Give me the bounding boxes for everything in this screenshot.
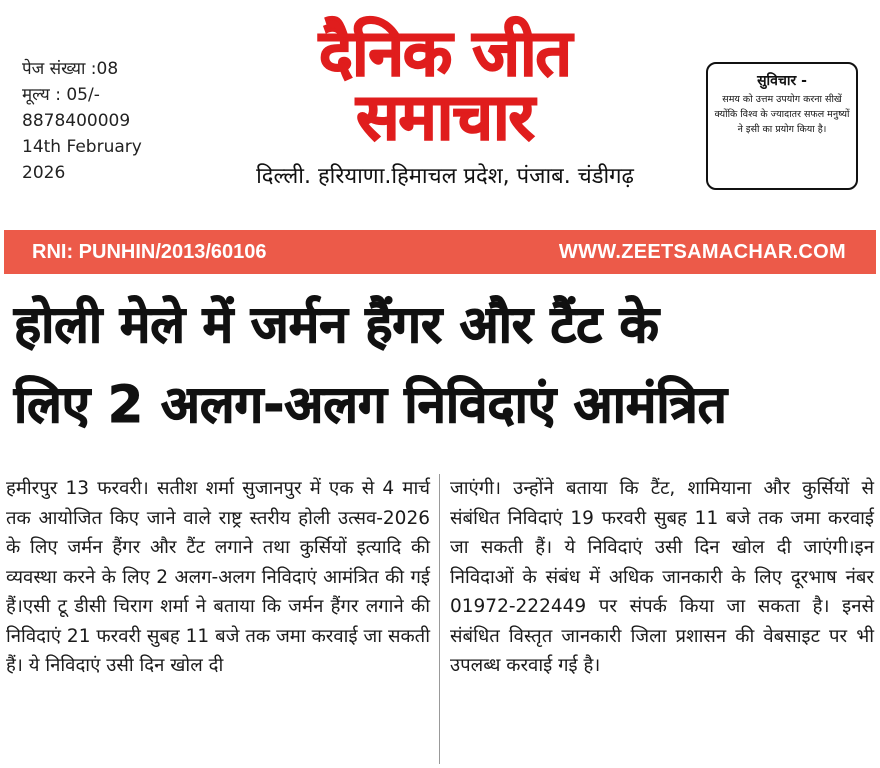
article-column-2: जाएंगी। उन्होंने बताया कि टैंट, शामियाना और कुर्सियों से संबंधित निविदाएं 19 फरवरी सुबह 11 बजे तक जमा करवाई जा सकती हैं। ये निविदाएं उसी दिन खोल दी जाएंगी।इन निविदाओं के संबंध में अधिक जानकारी के लिए दूरभाष नंबर 01972-222449 पर संपर्क किया जा सकता है। इनसे संबंधित विस्तृत जानकारी जिला प्रशासन की वेबसाइट पर भी उपलब्ध करवाई गई है। [450,478,874,676]
title-line-2: समाचार [356,81,534,155]
title-line-1: दैनिक जीत [318,17,572,91]
headline-line-2: लिए 2 अलग-अलग निविदाएं आमंत्रित [14,376,727,435]
info-band [4,230,876,274]
thought-body: समय को उत्तम उपयोग करना सीखें क्योंकि विश्व के ज्यादातर सफल मनुष्यों ने इसी का प्रयोग किया है। [714,94,850,135]
headline-line-1: होली मेले में जर्मन हैंगर और टैंट के [14,296,659,355]
phone-number: 8878400009 [22,111,131,131]
price: मूल्य : 05/- [22,85,100,105]
masthead [200,17,690,190]
article-body [6,474,872,764]
website-url: WWW.ZEETSAMACHAR.COM [558,241,846,263]
rni-number: RNI: PUNHIN/2013/60106 [32,241,267,263]
thought-title: सुविचार - [757,73,807,89]
issue-year: 2026 [22,163,66,183]
coverage-regions: दिल्ली. हरियाणा.हिमाचल प्रदेश, पंजाब. चंडीगढ़ [256,164,634,189]
article-column-1: हमीरपुर 13 फरवरी। सतीश शर्मा सुजानपुर में एक से 4 मार्च तक आयोजित किए जाने वाले राष्ट्र स्तरीय होली उत्सव-2026 के लिए जर्मन हैंगर और टैंट लगाने तथा कुर्सियों इत्यादि की व्यवस्था करने के लिए 2 अलग-अलग निविदाएं आमंत्रित की गई हैं।एसी टू डीसी चिराग शर्मा ने बताया कि जर्मन हैंगर लगाने की निविदाएं 21 फरवरी सुबह 11 बजे तक जमा करवाई जा सकती हैं। ये निविदाएं उसी दिन खोल दी [6,478,430,676]
column-divider [439,474,440,764]
newspaper-title [200,17,690,155]
thought-of-the-day-box [706,62,858,190]
article-headline [14,286,874,446]
issue-meta [22,56,212,186]
issue-date: 14th February [22,137,142,157]
page-number: पेज संख्या :08 [22,59,119,79]
